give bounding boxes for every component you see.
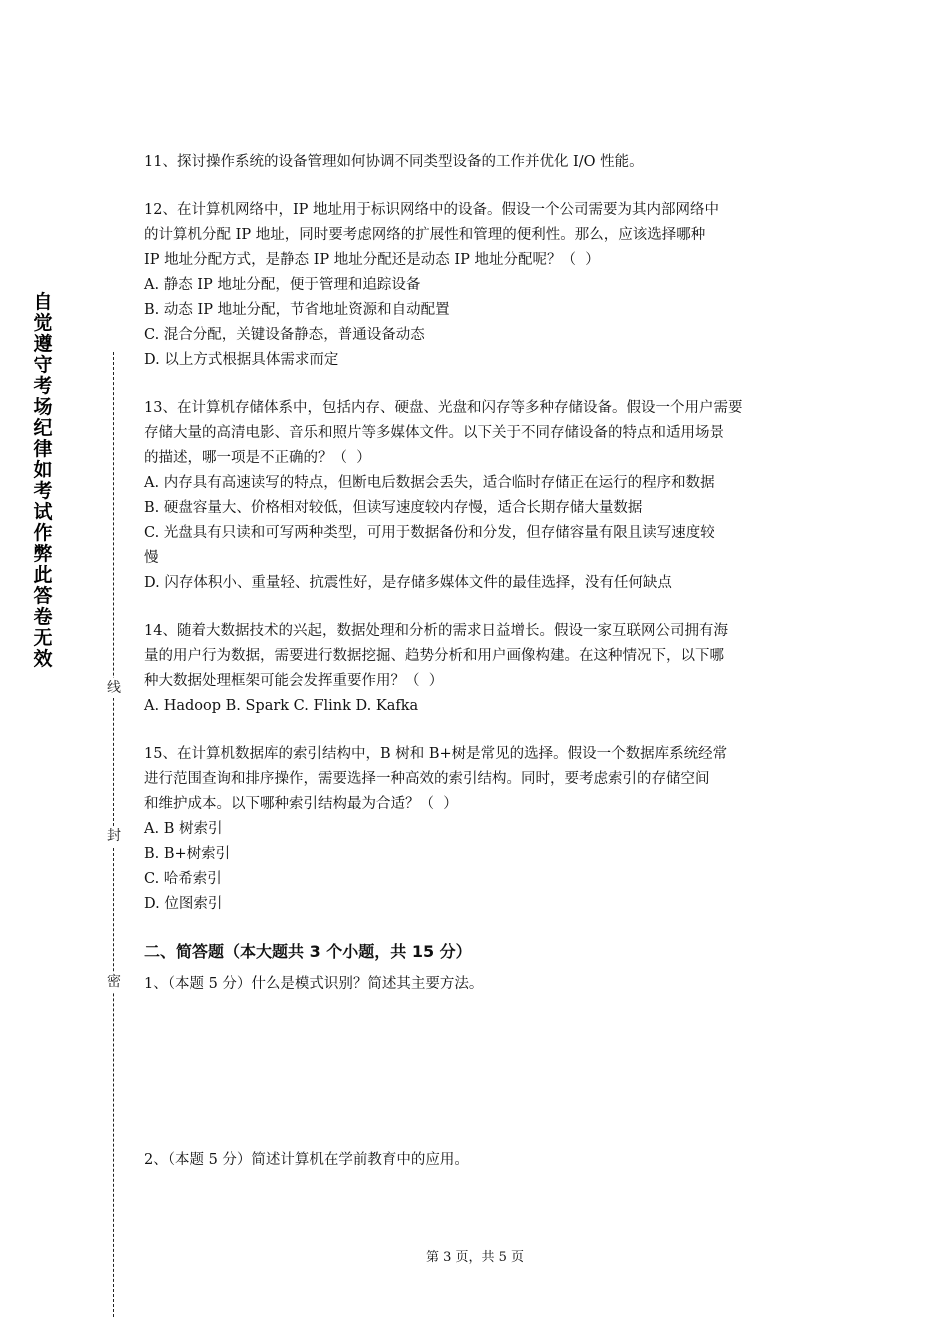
question-stem: 量的用户行为数据，需要进行数据挖掘、趋势分析和用户画像构建。在这种情况下，以下哪 xyxy=(144,648,724,664)
option-a: A. 内存具有高速读写的特点，但断电后数据会丢失，适合临时存储正在运行的程序和数据 xyxy=(144,475,715,491)
question-stem: 12、在计算机网络中，IP 地址用于标识网络中的设备。假设一个公司需要为其内部网络中 xyxy=(144,202,720,218)
question-stem: 15、在计算机数据库的索引结构中，B 树和 B+树是常见的选择。假设一个数据库系统经常 xyxy=(144,746,728,762)
option-c: C. 光盘具有只读和可写两种类型，可用于数据备份和分发，但存储容量有限且读写速度较 xyxy=(144,525,715,541)
option-c: C. 哈希索引 xyxy=(144,871,222,887)
option-d: D. 以上方式根据具体需求而定 xyxy=(144,352,339,368)
question-stem: 11、探讨操作系统的设备管理如何协调不同类型设备的工作并优化 I/O 性能。 xyxy=(144,154,644,170)
options-inline: A. Hadoop B. Spark C. Flink D. Kafka xyxy=(144,698,419,714)
short-answer-2: 2、（本题 5 分）简述计算机在学前教育中的应用。 xyxy=(144,1152,469,1168)
binding-mark-seal: 封 xyxy=(107,828,121,844)
question-15 xyxy=(144,742,814,917)
question-14 xyxy=(144,619,814,719)
option-d: D. 闪存体积小、重量轻、抗震性好，是存储多媒体文件的最佳选择，没有任何缺点 xyxy=(144,575,672,591)
question-stem: IP 地址分配方式，是静态 IP 地址分配还是动态 IP 地址分配呢？（ ） xyxy=(144,252,600,268)
short-answer-1: 1、（本题 5 分）什么是模式识别？简述其主要方法。 xyxy=(144,976,484,992)
question-stem: 13、在计算机存储体系中，包括内存、硬盘、光盘和闪存等多种存储设备。假设一个用户需要 xyxy=(144,400,743,416)
question-11 xyxy=(144,150,814,175)
binding-mark-secret: 密 xyxy=(107,974,121,990)
option-a: A. 静态 IP 地址分配，便于管理和追踪设备 xyxy=(144,277,421,293)
question-stem: 的描述，哪一项是不正确的？（ ） xyxy=(144,450,371,466)
option-c: C. 混合分配，关键设备静态，普通设备动态 xyxy=(144,327,425,343)
option-b: B. 动态 IP 地址分配，节省地址资源和自动配置 xyxy=(144,302,450,318)
exam-discipline-notice: 自觉遵守考场纪律如考试作弊此答卷无效 xyxy=(33,291,53,670)
question-stem: 的计算机分配 IP 地址，同时要考虑网络的扩展性和管理的便利性。那么，应该选择哪种 xyxy=(144,227,706,243)
section-2-title: 二、简答题（本大题共 3 个小题，共 15 分） xyxy=(144,942,472,961)
question-list xyxy=(144,150,814,964)
question-stem: 种大数据处理框架可能会发挥重要作用？（ ） xyxy=(144,673,444,689)
question-stem: 14、随着大数据技术的兴起，数据处理和分析的需求日益增长。假设一家互联网公司拥有海 xyxy=(144,623,728,639)
option-b: B. 硬盘容量大、价格相对较低，但读写速度较内存慢，适合长期存储大量数据 xyxy=(144,500,643,516)
question-stem: 和维护成本。以下哪种索引结构最为合适？（ ） xyxy=(144,796,458,812)
question-stem: 进行范围查询和排序操作，需要选择一种高效的索引结构。同时，要考虑索引的存储空间 xyxy=(144,771,710,787)
option-b: B. B+树索引 xyxy=(144,846,231,862)
page-number: 第 3 页，共 5 页 xyxy=(425,1250,525,1265)
question-12 xyxy=(144,198,814,373)
option-d: D. 位图索引 xyxy=(144,896,223,912)
option-a: A. B 树索引 xyxy=(144,821,223,837)
option-c-continued: 慢 xyxy=(144,550,159,566)
question-13 xyxy=(144,396,814,596)
binding-mark-line: 线 xyxy=(107,680,121,696)
question-stem: 存储大量的高清电影、音乐和照片等多媒体文件。以下关于不同存储设备的特点和适用场景 xyxy=(144,425,724,441)
